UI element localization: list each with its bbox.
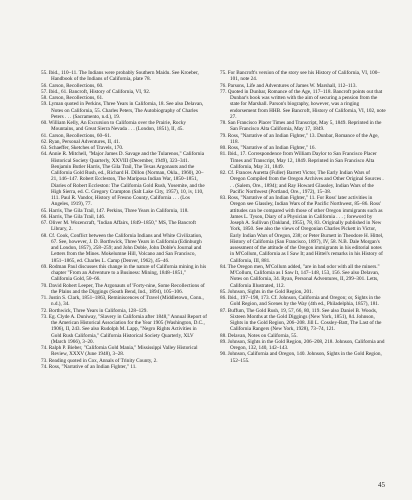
endnote: 82. Cf. Frances Auretta (Fuller) Barrett Victor, The Early Indian Wars of Oregon Compiled from the Oregon Archives and Other Original Sources . . . (Salem, Ore., 1894); and Ray Howard Glassley, Indian Wars of the Pacific Northwest (Portland, Ore., 1972), 15–38. [220,170,384,195]
endnote: 64. Annie R. Mitchell, "Major James D. Savage and the Tularenos," California Historical Society Quarterly, XXVIII (December, 1949), 323–341. Benjamin Butler Harris, The Gila Trail, The Texas Argonauts and the California Gold Rush, ed., Richard H. Dillon (Norman, Okla., 1960), 20–21, 146–147. Robert Eccleston, The Mariposa Indian War, 1850–1851, Diaries of Robert Eccleston: The California Gold Rush, Yosemite, and the High Sierra, ed. C. Gregory Crampton (Salt Lake City, 1957), 10, iv, 110, 111. Paul R. Vandor, History of Fresno County, California . . . (Los Angeles, 1919), 77. [41,151,205,208]
endnote: 56. Carson, Recollections, 60. [41,82,104,89]
endnote: 68. Cf. Cook, Conflict between the California Indians and White Civilization, 67. See, however, J. D. Borthwick, Three Years in California (Edinburgh and London, 1857), 258–259; and John Doble, John Doble's Journal and Letters from the Mines. Mokelumne Hill, Volcano and San Francisco, 1851–1865, ed. Charles L. Camp (Denver, 1962), 45–46. [41,232,203,264]
endnote: 85. Johnson, Sights in the Gold Region, 201. [220,288,313,295]
endnote: 67. Oliver M. Wozencraft, "Indian Affairs, 1849–1850," MS, The Bancroft Library, 2. [41,220,196,233]
endnote: 86. Ibid., 197–198, 173. Cf. Johnson, California and Oregon; or, Sights in the Gold Region, and Scenes by the Way (4th ed., Philadelphia, 1857), 181. [220,295,381,308]
endnote: 89. Johnson, Sights in the Gold Region, 206–208, 218. Johnson, California and Oregon, 132, 140, 142–143. [220,338,385,351]
endnote: 62. Ryan, Personal Adventures, II, 41. [41,138,121,145]
endnote: 69. Rodman Paul discusses this change in the nature of California mining in his chapter "From an Adventure to a Business: Mining, 1848–1851," California Gold, 50–66. [41,263,207,283]
endnote: 78. San Francisco Placer Times and Transcript, May 5, 1849. Reprinted in the San Francisco Alta California, May 17, 1849. [220,120,382,133]
endnote: 74. Ralph P. Bieber, "California Gold Mania," Mississippi Valley Historical Review, XXXV (June 1948), 3–28. [41,345,198,358]
endnote: 73. Eg. Clyde A. Duniway, "Slavery in California after 1848," Annual Report of the American Historical Association for the Year 1905 (Washington, D.C., 1906), II, 243. See also Rudolph M. Lapp, "Negro Rights Activities in Gold Rush California," California Historical Society Quarterly, XLV (March 1966), 3–20. [41,313,207,345]
endnote: 90. Johnson, California and Oregon, 140. Johnson, Sights in the Gold Region, 152–155. [220,351,382,364]
endnote: 72. Borthwick, Three Years in California, 128–129. [41,307,148,314]
endnote: 76. Parsons, Life and Adventures of James W. Marshall, 112–113. [220,82,357,89]
endnote: 61. Carson, Recollections, 60–61. [41,132,112,139]
endnotes-left-column [41,70,207,370]
endnote: 57. Ibid., 61. Bancroft, History of California, VI, 92. [41,88,151,95]
endnote: 71. Justin S. Clark, 1851–1863, Reminiscences of Travel (Middletown, Conn., n.d.), 34. [41,295,204,308]
endnote: 77. Quoted in Dunbar, Romance of the Age, 117–118. Bancroft points out that Dunbar's book was written with the aim of securing a pension from the state for Marshall. Parson's biography, however, was a ringing endorsement from HHB. See Bancroft, History of California, VI, 102, note 27. [220,88,386,120]
endnote: 55. Ibid., 110–11. The Indians were probably Southern Maidu. See Kroeber, Handbook of the Indians of California, plate 78. [41,70,199,83]
endnote: 59. Lyman quoted in Perkins, Three Years in California, 18. See also Delavan, Notes on California, 55. Charles Peters, The Autobiography of Charles Peters . . . (Sacramento, n.d.), 19. [41,101,204,120]
endnote: 75. For Bancroft's version of the story see his History of California, VI, 100–101, note 24. [220,70,380,83]
endnote: 58. Carson, Recollections, 61. [41,95,104,101]
endnote: 84. The Oregon men, M'Collum added, "are in bad odor with all the miners." M'Collum, California as I Saw It, 147–148, 153, 156. See also Delavan, Notes on California, 34. Ryan, Personal Adventures, II, 299–301. Letts, California Illustrated, 112. [220,263,380,289]
endnote: 70. David Robert Leeper, The Argonauts of 'Forty-nine, Some Recollections of the Plains and the Diggings (South Bend, Ind., 1894), 105–106. [41,282,205,295]
endnotes [41,70,386,370]
endnote: 88. Delavan, Notes on California, 55. [220,332,298,339]
endnote: 63. Schaeffer, Sketches of Travels, 170. [41,145,124,151]
endnote: 87. Buffum, The Gold Rush, 19, 57, 66, 80, 119. See also Daniel B. Woods, Sixteen Months at the Gold Diggings (New York, 1851), 84. Johnson, Sights in the Gold Region, 206–208. Jill L. Cossley-Batt, The Last of the California Rangers (New York, 1928), 73–74, 121. [220,307,382,333]
page-number: 45 [378,481,385,489]
endnote: 65. Harris, The Gila Trail, 147. Perkins, Three Years in California, 118. [41,207,189,214]
endnote: 60. William Kelly, An Excursion to California over the Prairie, Rocky Mountains, and Great Sierra Nevada . . . (London, 1851), II, 45. [41,120,187,133]
endnote: 73. Reading quoted in Cox, Annals of Trinity County, 2. [41,357,158,364]
endnote: 74. Ross, "Narrative of an Indian Fighter," 11. [41,363,137,370]
endnote: 79. Ross, "Narrative of an Indian Fighter," 13. Dunbar, Romance of the Age, 118. [220,132,379,145]
endnotes-right-column [220,70,386,370]
endnote: 83. Ross, "Narrative of an Indian Fighter," 11. For Ross' later activities in Oregon see Glassley, Indian Wars of the Pacific Northwest, 85–86. Ross' attitudes can be compared with those of other Oregon immigrants such as James L. Tyson, Diary of a Physician in California . . . ; foreword by Joseph A. Sullivan (Oakland, 1955), 78, 83. Originally published in New York, 1850. See also the views of Oregonian Charles Pickett in Victor, Early Indian Wars of Oregon, 238; or Peter Burnett in Theodore H. Hittel, History of California (San Francisco, 1897), IV, 58. N.B. Dale Morgan's assessment of the attitude of the Oregon immigrants in his editorial notes in M'Collum, California as I Saw It; and Hittel's remarks in his History of California, III, 881. [220,195,384,264]
endnote: 81. Ibid., 17. Correspondence from William Daylor to San Francisco Placer Times and Transcript, May 12, 1849. Reprinted in San Francisco Alta California, May 31, 1849. [220,151,377,170]
endnote: 80. Ross, "Narrative of an Indian Fighter," 16. [220,145,316,151]
endnote: 66. Harris, The Gila Trail, 146. [41,213,106,220]
